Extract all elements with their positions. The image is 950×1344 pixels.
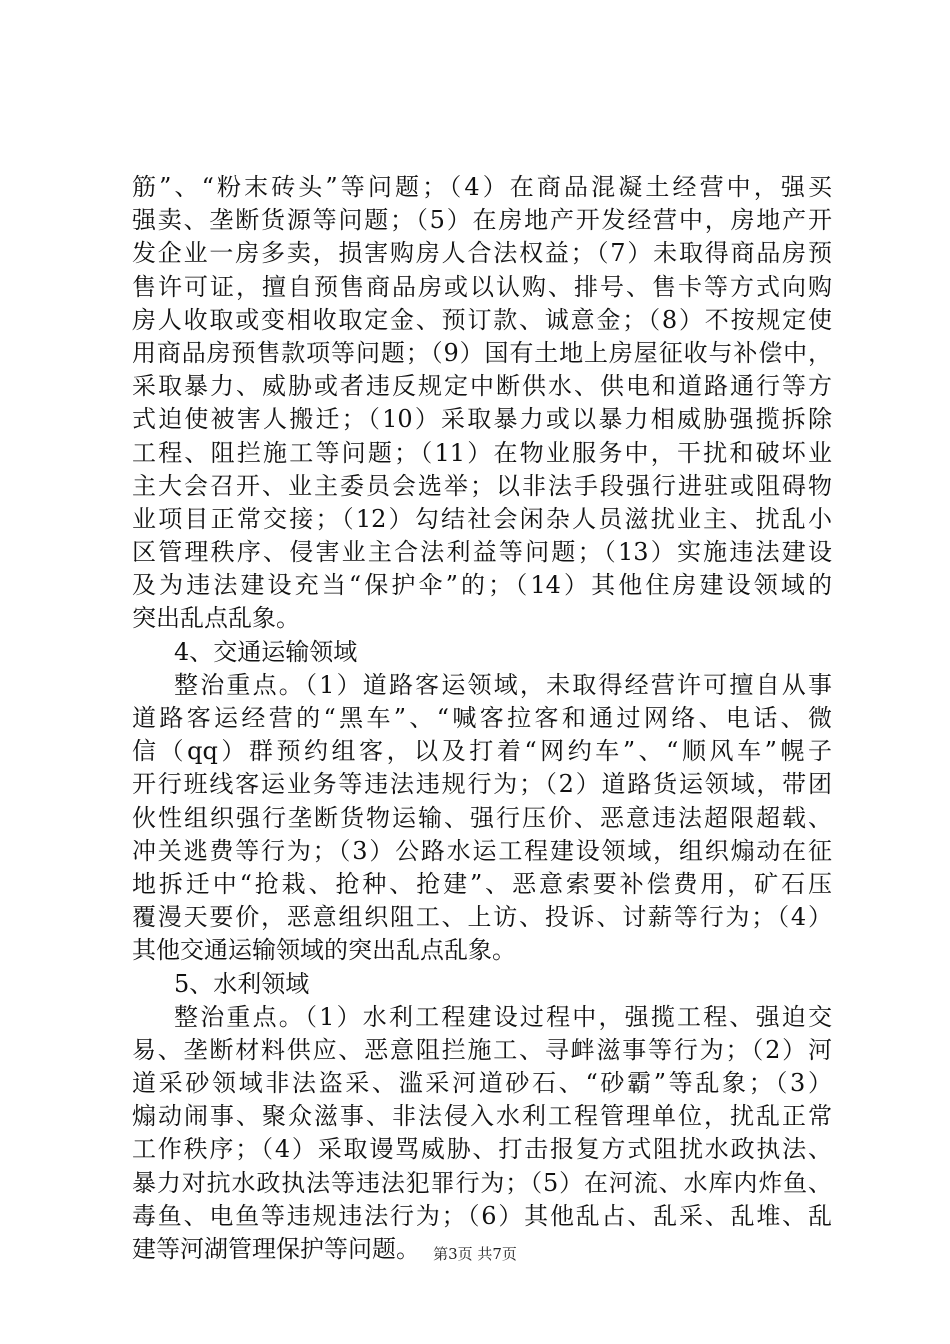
body-line: 及为违法建设充当“保护伞”的；（14）其他住房建设领域的	[132, 571, 832, 600]
body-line: 开行班线客运业务等违法违规行为；（2）道路货运领域，带团	[132, 770, 832, 799]
body-line: 道路客运经营的“黑车”、“喊客拉客和通过网络、电话、微	[132, 704, 832, 732]
body-line: 覆漫天要价，恶意组织阻工、上访、投诉、讨薪等行为；（4）	[132, 903, 832, 932]
body-line: 发企业一房多卖，损害购房人合法权益；（7）未取得商品房预	[132, 239, 832, 268]
body-line: 售许可证，擅自预售商品房或以认购、排号、售卡等方式向购	[132, 272, 832, 301]
section-heading: 4、交通运输领域	[174, 637, 358, 666]
body-line: 煽动闹事、聚众滋事、非法侵入水利工程管理单位，扰乱正常	[132, 1102, 832, 1131]
body-line: 整治重点。（1）水利工程建设过程中，强揽工程、强迫交	[174, 1002, 832, 1031]
body-line: 强卖、垄断货源等问题；（5）在房地产开发经营中，房地产开	[132, 206, 832, 235]
section-heading: 5、水利领域	[174, 969, 310, 998]
body-line: 突出乱点乱象。	[132, 604, 300, 633]
body-line: 地拆迁中“抢栽、抢种、抢建”、恶意索要补偿费用，矿石压	[132, 869, 832, 898]
body-line: 暴力对抗水政执法等违法犯罪行为；（5）在河流、水库内炸鱼、	[132, 1168, 832, 1197]
document-body	[132, 171, 832, 1266]
body-line: 工作秩序；（4）采取谩骂威胁、打击报复方式阻扰水政执法、	[132, 1135, 832, 1164]
body-line: 房人收取或变相收取定金、预订款、诚意金；（8）不按规定使	[132, 305, 832, 334]
page-number-footer: 第3页 共7页	[433, 1245, 517, 1263]
body-line: 业项目正常交接；（12）勾结社会闲杂人员滋扰业主、扰乱小	[132, 504, 832, 533]
body-line: 主大会召开、业主委员会选举；以非法手段强行进驻或阻碍物	[132, 471, 832, 500]
body-line: 毒鱼、电鱼等违规违法行为；（6）其他乱占、乱采、乱堆、乱	[132, 1201, 832, 1230]
body-line: 易、垄断材料供应、恶意阻拦施工、寻衅滋事等行为；（2）河	[132, 1035, 832, 1064]
body-line: 信（qq）群预约组客，以及打着“网约车”、“顺风车”幌子	[132, 737, 832, 766]
body-line: 伙性组织强行垄断货物运输、强行压价、恶意违法超限超载、	[132, 803, 832, 832]
body-line: 整治重点。（1）道路客运领域，未取得经营许可擅自从事	[174, 670, 832, 699]
body-line: 工程、阻拦施工等问题；（11）在物业服务中，干扰和破坏业	[132, 438, 832, 467]
body-line: 冲关逃费等行为；（3）公路水运工程建设领域，组织煽动在征	[132, 836, 832, 865]
body-line: 建等河湖管理保护等问题。	[132, 1235, 420, 1263]
body-line: 采取暴力、威胁或者违反规定中断供水、供电和道路通行等方	[132, 372, 832, 401]
body-line: 区管理秩序、侵害业主合法利益等问题；（13）实施违法建设	[132, 538, 832, 567]
body-line: 筋”、“粉末砖头”等问题；（4）在商品混凝土经营中，强买	[132, 173, 832, 201]
body-line: 用商品房预售款项等问题；（9）国有土地上房屋征收与补偿中，	[132, 338, 832, 367]
body-line: 道采砂领域非法盗采、滥采河道砂石、“砂霸”等乱象；（3）	[132, 1069, 832, 1098]
body-line: 其他交通运输领域的突出乱点乱象。	[132, 936, 516, 965]
body-line: 式迫使被害人搬迁；（10）采取暴力或以暴力相威胁强揽拆除	[132, 405, 832, 434]
